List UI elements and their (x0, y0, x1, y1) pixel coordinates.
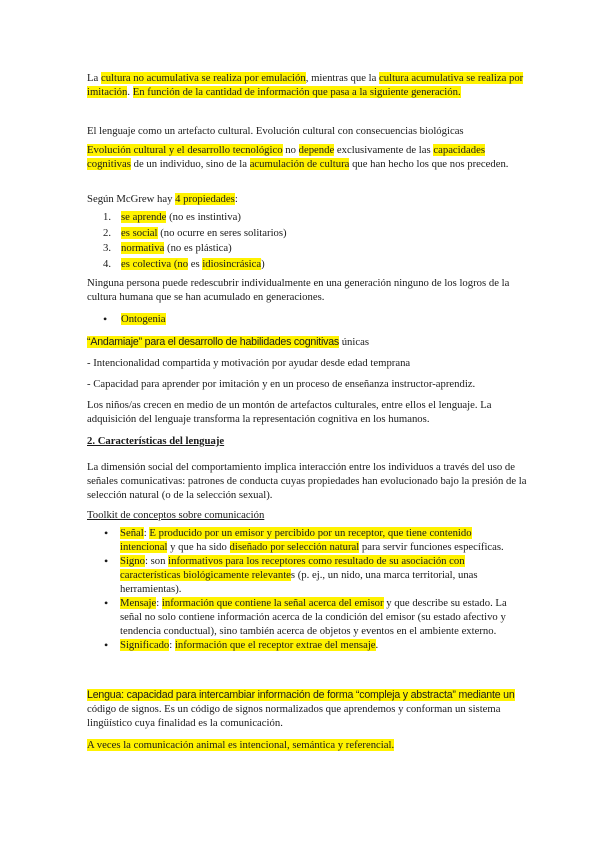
bullet-icon: • (104, 526, 109, 540)
paragraph-lengua: Lengua: capacidad para intercambiar información de forma “compleja y abstracta” mediante un código de signos. Es un código de signos normalizados que aprendemos y conforman un sistema lingüístico cuya finalidad es la comunicación. (87, 689, 515, 729)
highlight: Lengua: capacidad para intercambiar información de forma “compleja y abstracta” mediante un (87, 689, 515, 701)
list-item (87, 312, 166, 326)
highlight: E producido por un emisor y percibido por un receptor, que tiene contenido intencional (120, 527, 472, 553)
highlight: “Andamiaje” para el desarrollo de habilidades cognitivas (87, 336, 340, 348)
highlight: depende (298, 144, 335, 156)
highlight: cultura acumulativa se realiza por imitación (87, 72, 524, 98)
list-item: • Signo: son informativos para los receptores como resultado de su asociación con características biológicamente relevantes (p. ej., un nido, una marca territorial, unas herramientas). (104, 554, 478, 595)
highlight: cultura no acumulativa se realiza por emulación (100, 72, 306, 84)
highlight: informativos para los receptores como resultado de su asociación con características biológicamente relevante (120, 555, 465, 581)
list-item: 1. se aprende (no es instintiva) (103, 211, 241, 223)
highlight: información que el receptor extrae del mensaje (174, 639, 376, 651)
highlight: diseñado por selección natural (229, 541, 360, 553)
paragraph-comunicacion-animal (87, 738, 527, 752)
paragraph-mcgrew: Según McGrew hay 4 propiedades: (87, 193, 238, 205)
highlight: Significado (120, 639, 170, 651)
toolkit-list (87, 526, 507, 652)
highlight: A veces la comunicación animal es intencional, semántica y referencial. (87, 739, 395, 751)
list-item: 3. normativa (no es plástica) (103, 242, 232, 254)
highlight: Señal (120, 527, 144, 539)
highlight: capacidades cognitivas (87, 144, 485, 170)
list-item: • Significado: información que el receptor extrae del mensaje. (104, 638, 379, 652)
paragraph-intencionalidad: - Intencionalidad compartida y motivación por ayudar desde edad temprana (87, 357, 411, 369)
highlight: 4 propiedades (175, 193, 235, 205)
paragraph-capacidad-imitacion: - Capacidad para aprender por imitación y en un proceso de enseñanza instructor-aprendiz. (87, 378, 476, 390)
highlight: es social (121, 226, 158, 239)
section-heading: 2. Características del lenguaje (87, 435, 225, 447)
list-item: 2. es social (no ocurre en seres solitarios) (103, 226, 287, 239)
paragraph-dimension-social: La dimensión social del comportamiento implica interacción entre los individuos a través del uso de señales comunicativas: patrones de conducta cuyas propiedades han evolucionado bajo la presión de la selección natural (o de la selección sexual). (87, 461, 527, 501)
toolkit-title: Toolkit de conceptos sobre comunicación (87, 509, 265, 521)
bullet-icon: • (104, 596, 109, 610)
highlight: Signo (120, 555, 145, 567)
bullet-icon: • (103, 312, 108, 326)
highlight: es colectiva (no (121, 257, 189, 270)
properties-list (103, 210, 503, 272)
paragraph-andamiaje: “Andamiaje” para el desarrollo de habilidades cognitivas únicas (87, 336, 370, 348)
highlight: se aprende (121, 211, 167, 223)
list-item: • Mensaje: información que contiene la señal acerca del emisor y que describe su estado. La señal no solo contiene información acerca de la condición del emisor (su estado afectivo y tendencia conductual), sino también acerca de objetos y eventos en el ambiente externo. (104, 596, 507, 637)
highlight: normativa (121, 242, 165, 254)
bullet-icon: • (104, 638, 109, 652)
highlight: acumulación de cultura (249, 158, 350, 170)
list-item: • Señal: E producido por un emisor y percibido por un receptor, que tiene contenido intencional y que ha sido diseñado por selección natural para servir funciones específicas. (104, 526, 504, 553)
highlight: información que contiene la señal acerca del emisor (161, 597, 384, 609)
highlight: Mensaje (120, 597, 157, 609)
paragraph-cultura-acumulativa: La cultura no acumulativa se realiza por emulación, mientras que la cultura acumulativa se realiza por imitación. En función de la cantidad de información que pasa a la siguiente generación. (87, 72, 524, 98)
highlight: Ontogenia (121, 313, 166, 325)
ontogenia-list (87, 312, 166, 326)
highlight: En función de la cantidad de información que pasa a la siguiente generación. (132, 86, 461, 98)
paragraph-evolucion-cultural: Evolución cultural y el desarrollo tecnológico no depende exclusivamente de las capacidades cognitivas de un individuo, sino de la acumulación de cultura que han hecho los que nos preceden. (87, 144, 509, 170)
paragraph-lenguaje-artefacto: El lenguaje como un artefacto cultural. Evolución cultural con consecuencias biológicas (87, 125, 464, 137)
bullet-icon: • (104, 554, 109, 568)
list-item: 4. es colectiva (no es idiosincrásica) (103, 257, 265, 270)
highlight: Evolución cultural y el desarrollo tecnológico (87, 144, 283, 156)
paragraph-ninguna-persona: Ninguna persona puede redescubrir individualmente en una generación ninguno de los logros de la cultura humana que se han acumulado en generaciones. (87, 277, 510, 303)
highlight: idiosincrásica (202, 257, 262, 270)
paragraph-ninos-artefactos: Los niños/as crecen en medio de un montón de artefactos culturales, entre ellos el lenguaje. La adquisición del lenguaje transforma la representación cognitiva en los humanos. (87, 399, 492, 425)
